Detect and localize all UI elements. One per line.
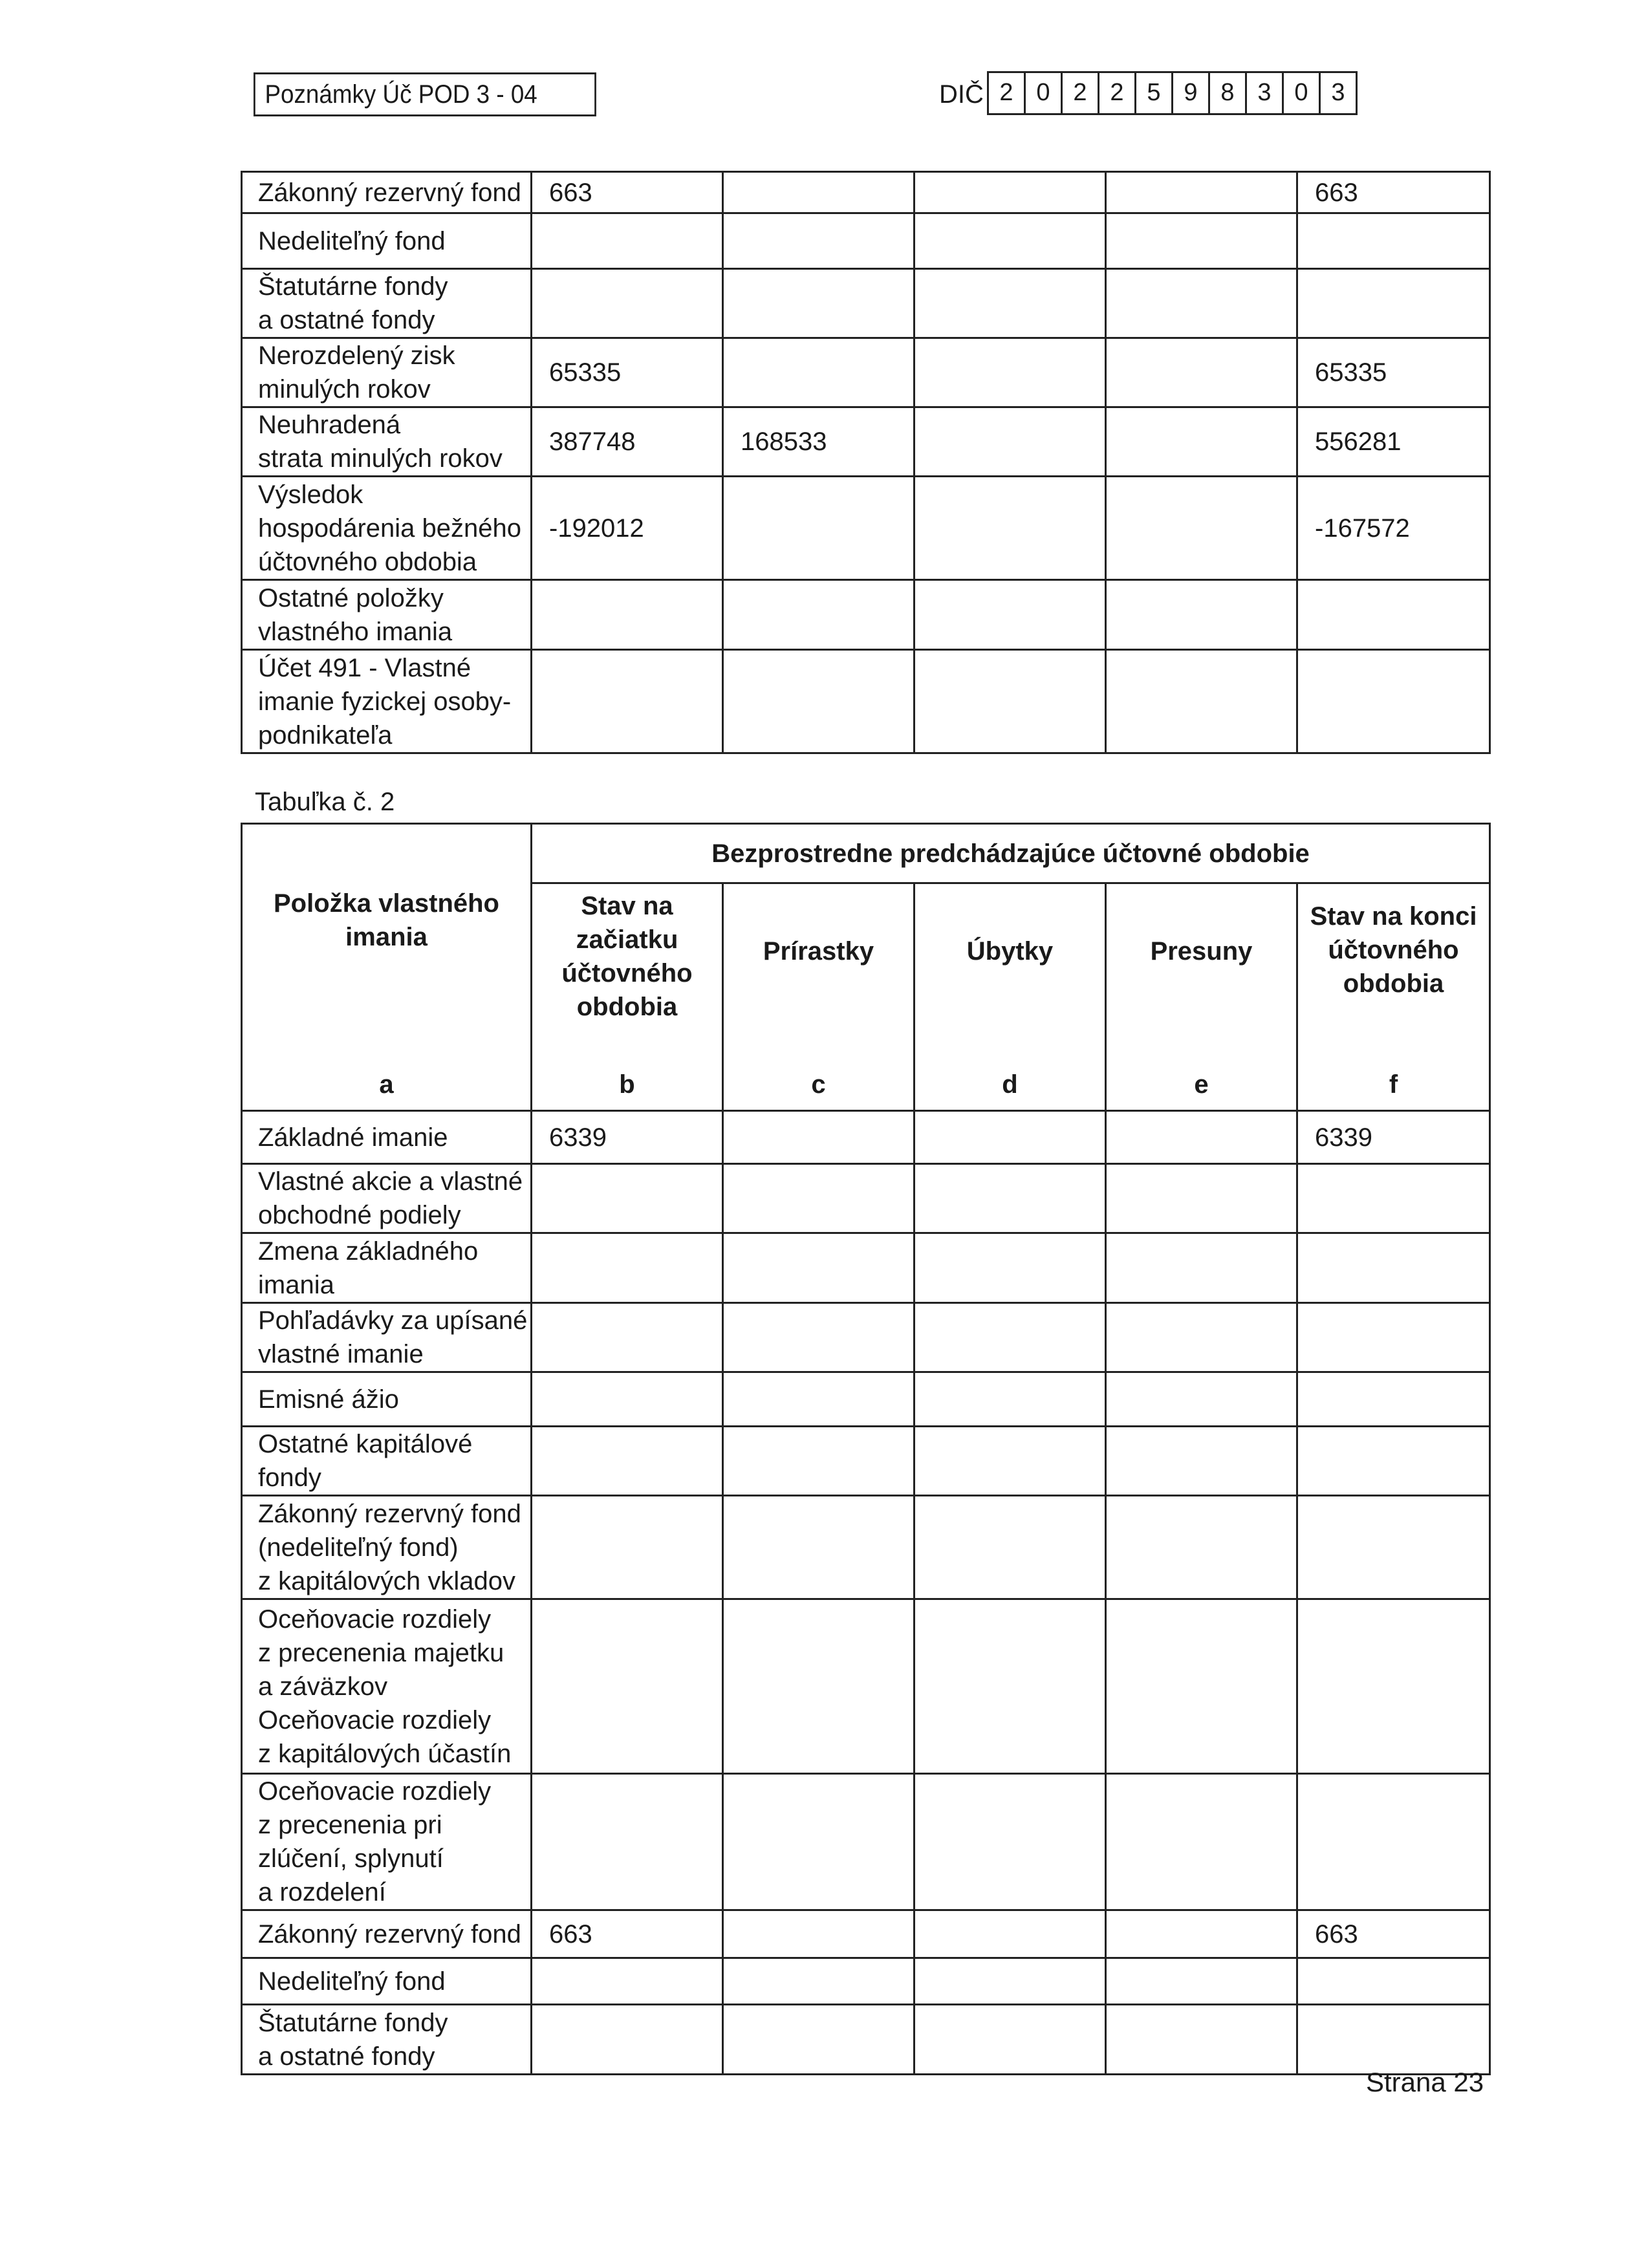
- cell-d: [915, 213, 1106, 269]
- cell-b: [532, 1958, 723, 2005]
- cell-f: 65335: [1297, 338, 1490, 407]
- cell-d: [915, 650, 1106, 753]
- cell-d: [915, 2005, 1106, 2075]
- dic-digit: 2: [989, 73, 1026, 113]
- cell-c: [723, 477, 915, 580]
- row-label: Oceňovacie rozdiely z precenenia majetku a záväzkov Oceňovacie rozdiely z kapitálových účastín: [242, 1599, 532, 1774]
- cell-e: [1106, 1111, 1297, 1164]
- cell-e: [1106, 1303, 1297, 1372]
- cell-b: [532, 1303, 723, 1372]
- table-row: [242, 1496, 1490, 1599]
- header-decrease: [915, 883, 1106, 1059]
- table-row: [242, 1164, 1490, 1233]
- header-end-label: Stav na konci účtovného obdobia: [1310, 902, 1477, 998]
- cell-e: [1106, 1427, 1297, 1496]
- cell-c: [723, 1372, 915, 1427]
- cell-c: [723, 1111, 915, 1164]
- cell-d: [915, 477, 1106, 580]
- cell-b: [532, 1599, 723, 1774]
- cell-b: [532, 213, 723, 269]
- cell-c: [723, 1910, 915, 1958]
- cell-b: [532, 1164, 723, 1233]
- table-row: [242, 1303, 1490, 1372]
- cell-b: [532, 650, 723, 753]
- row-label: Účet 491 - Vlastné imanie fyzickej osoby- podnikateľa: [242, 650, 532, 753]
- cell-d: [915, 1496, 1106, 1599]
- cell-f: [1297, 1599, 1490, 1774]
- row-label: Vlastné akcie a vlastné obchodné podiely: [242, 1164, 532, 1233]
- cell-c: [723, 1427, 915, 1496]
- cell-f: [1297, 2005, 1490, 2075]
- dic-digit-boxes: [987, 71, 1358, 115]
- table-row: [242, 1599, 1490, 1774]
- dic-digit: 3: [1247, 73, 1284, 113]
- dic-digit: 5: [1136, 73, 1173, 113]
- row-label: Zákonný rezervný fond (nedeliteľný fond) z kapitálových vkladov: [242, 1496, 532, 1599]
- row-label: Výsledok hospodárenia bežného účtovného obdobia: [242, 477, 532, 580]
- row-label: Nerozdelený zisk minulých rokov: [242, 338, 532, 407]
- cell-c: [723, 1958, 915, 2005]
- header-item-column: [242, 824, 532, 1059]
- cell-b: -192012: [532, 477, 723, 580]
- cell-b: [532, 1496, 723, 1599]
- row-label: Nedeliteľný fond: [242, 213, 532, 269]
- table-row: [242, 477, 1490, 580]
- row-label: Nedeliteľný fond: [242, 1958, 532, 2005]
- cell-f: [1297, 1427, 1490, 1496]
- cell-e: [1106, 1774, 1297, 1910]
- header-start: [532, 883, 723, 1059]
- cell-f: 556281: [1297, 407, 1490, 477]
- header-item-label: Položka vlastného imania: [274, 889, 499, 951]
- cell-f: 663: [1297, 172, 1490, 213]
- form-code-box: [254, 72, 596, 116]
- dic-digit: 3: [1321, 73, 1358, 113]
- column-letter: d: [915, 1059, 1106, 1111]
- cell-c: [723, 172, 915, 213]
- dic-label: DIČ: [939, 80, 984, 109]
- cell-c: 168533: [723, 407, 915, 477]
- cell-b: 65335: [532, 338, 723, 407]
- cell-b: [532, 2005, 723, 2075]
- cell-b: [532, 1372, 723, 1427]
- cell-c: [723, 1774, 915, 1910]
- dic-digit: 9: [1173, 73, 1210, 113]
- row-label: Zmena základného imania: [242, 1233, 532, 1303]
- cell-e: [1106, 213, 1297, 269]
- dic-digit: 8: [1210, 73, 1247, 113]
- cell-d: [915, 1164, 1106, 1233]
- cell-c: [723, 1599, 915, 1774]
- cell-d: [915, 1958, 1106, 2005]
- cell-f: [1297, 1164, 1490, 1233]
- cell-f: [1297, 1303, 1490, 1372]
- table-row: [242, 1111, 1490, 1164]
- cell-e: [1106, 269, 1297, 338]
- cell-b: 6339: [532, 1111, 723, 1164]
- row-label: Ostatné položky vlastného imania: [242, 580, 532, 650]
- cell-f: [1297, 1774, 1490, 1910]
- header-period: Bezprostredne predchádzajúce účtovné obdobie: [532, 824, 1490, 883]
- equity-table-previous: [241, 823, 1491, 2075]
- cell-d: [915, 338, 1106, 407]
- cell-c: [723, 1303, 915, 1372]
- dic-digit: 0: [1026, 73, 1063, 113]
- cell-e: [1106, 1958, 1297, 2005]
- cell-b: 387748: [532, 407, 723, 477]
- cell-d: [915, 1372, 1106, 1427]
- header-letters-row: [242, 1059, 1490, 1111]
- cell-b: [532, 1233, 723, 1303]
- cell-e: [1106, 2005, 1297, 2075]
- cell-b: [532, 580, 723, 650]
- cell-c: [723, 580, 915, 650]
- row-label: Oceňovacie rozdiely z precenenia pri zlúčení, splynutí a rozdelení: [242, 1774, 532, 1910]
- table-row: [242, 580, 1490, 650]
- cell-f: [1297, 1372, 1490, 1427]
- cell-d: [915, 580, 1106, 650]
- cell-f: [1297, 580, 1490, 650]
- cell-e: [1106, 1599, 1297, 1774]
- cell-e: [1106, 1372, 1297, 1427]
- table-row: [242, 213, 1490, 269]
- table-row: [242, 1910, 1490, 1958]
- table-row: [242, 1774, 1490, 1910]
- cell-e: [1106, 580, 1297, 650]
- column-letter: a: [242, 1059, 532, 1111]
- table-row: [242, 1233, 1490, 1303]
- header-increase: [723, 883, 915, 1059]
- cell-f: [1297, 1496, 1490, 1599]
- table-row: [242, 407, 1490, 477]
- column-letter: f: [1297, 1059, 1490, 1111]
- row-label: Neuhradená strata minulých rokov: [242, 407, 532, 477]
- cell-c: [723, 1496, 915, 1599]
- cell-b: 663: [532, 172, 723, 213]
- cell-e: [1106, 407, 1297, 477]
- cell-e: [1106, 1496, 1297, 1599]
- table-row: [242, 1427, 1490, 1496]
- row-label: Zákonný rezervný fond: [242, 172, 532, 213]
- header-transfers: [1106, 883, 1297, 1059]
- cell-d: [915, 1774, 1106, 1910]
- cell-e: [1106, 1233, 1297, 1303]
- table-row: [242, 2005, 1490, 2075]
- cell-b: [532, 269, 723, 338]
- equity-table-current: [241, 171, 1491, 754]
- cell-c: [723, 650, 915, 753]
- cell-e: [1106, 477, 1297, 580]
- cell-d: [915, 269, 1106, 338]
- table-row: [242, 1372, 1490, 1427]
- column-letter: c: [723, 1059, 915, 1111]
- cell-d: [915, 407, 1106, 477]
- table-row: [242, 650, 1490, 753]
- cell-c: [723, 338, 915, 407]
- header-end: [1297, 883, 1490, 1059]
- cell-f: [1297, 269, 1490, 338]
- cell-d: [915, 1427, 1106, 1496]
- header-decrease-label: Úbytky: [966, 937, 1054, 966]
- page-number: Strana 23: [1366, 2067, 1484, 2097]
- cell-e: [1106, 172, 1297, 213]
- cell-f: 663: [1297, 1910, 1490, 1958]
- cell-f: -167572: [1297, 477, 1490, 580]
- header-increase-label: Prírastky: [763, 937, 874, 966]
- cell-d: [915, 1303, 1106, 1372]
- row-label: Štatutárne fondy a ostatné fondy: [242, 269, 532, 338]
- cell-e: [1106, 1910, 1297, 1958]
- row-label: Štatutárne fondy a ostatné fondy: [242, 2005, 532, 2075]
- cell-e: [1106, 338, 1297, 407]
- cell-b: [532, 1774, 723, 1910]
- row-label: Pohľadávky za upísané vlastné imanie: [242, 1303, 532, 1372]
- dic-digit: 2: [1099, 73, 1136, 113]
- table2-caption: Tabuľka č. 2: [255, 788, 395, 816]
- cell-c: [723, 2005, 915, 2075]
- row-label: Ostatné kapitálové fondy: [242, 1427, 532, 1496]
- cell-f: [1297, 650, 1490, 753]
- form-code-label: Poznámky Úč POD 3 - 04: [265, 80, 537, 109]
- cell-e: [1106, 650, 1297, 753]
- table-row: [242, 338, 1490, 407]
- column-letter: b: [532, 1059, 723, 1111]
- cell-d: [915, 1233, 1106, 1303]
- table-row: [242, 1958, 1490, 2005]
- column-letter: e: [1106, 1059, 1297, 1111]
- cell-d: [915, 172, 1106, 213]
- cell-f: [1297, 1958, 1490, 2005]
- table-row: [242, 269, 1490, 338]
- cell-c: [723, 1164, 915, 1233]
- header-transfers-label: Presuny: [1150, 937, 1253, 966]
- header-start-label: Stav na začiatku účtovného obdobia: [561, 892, 693, 1021]
- cell-f: [1297, 213, 1490, 269]
- cell-f: [1297, 1233, 1490, 1303]
- table-row: [242, 172, 1490, 213]
- dic-digit: 0: [1284, 73, 1321, 113]
- cell-d: [915, 1599, 1106, 1774]
- row-label: Základné imanie: [242, 1111, 532, 1164]
- cell-d: [915, 1910, 1106, 1958]
- cell-f: 6339: [1297, 1111, 1490, 1164]
- dic-digit: 2: [1063, 73, 1099, 113]
- cell-d: [915, 1111, 1106, 1164]
- cell-c: [723, 269, 915, 338]
- row-label: Zákonný rezervný fond: [242, 1910, 532, 1958]
- cell-e: [1106, 1164, 1297, 1233]
- cell-b: 663: [532, 1910, 723, 1958]
- row-label: Emisné ážio: [242, 1372, 532, 1427]
- cell-c: [723, 1233, 915, 1303]
- cell-c: [723, 213, 915, 269]
- cell-b: [532, 1427, 723, 1496]
